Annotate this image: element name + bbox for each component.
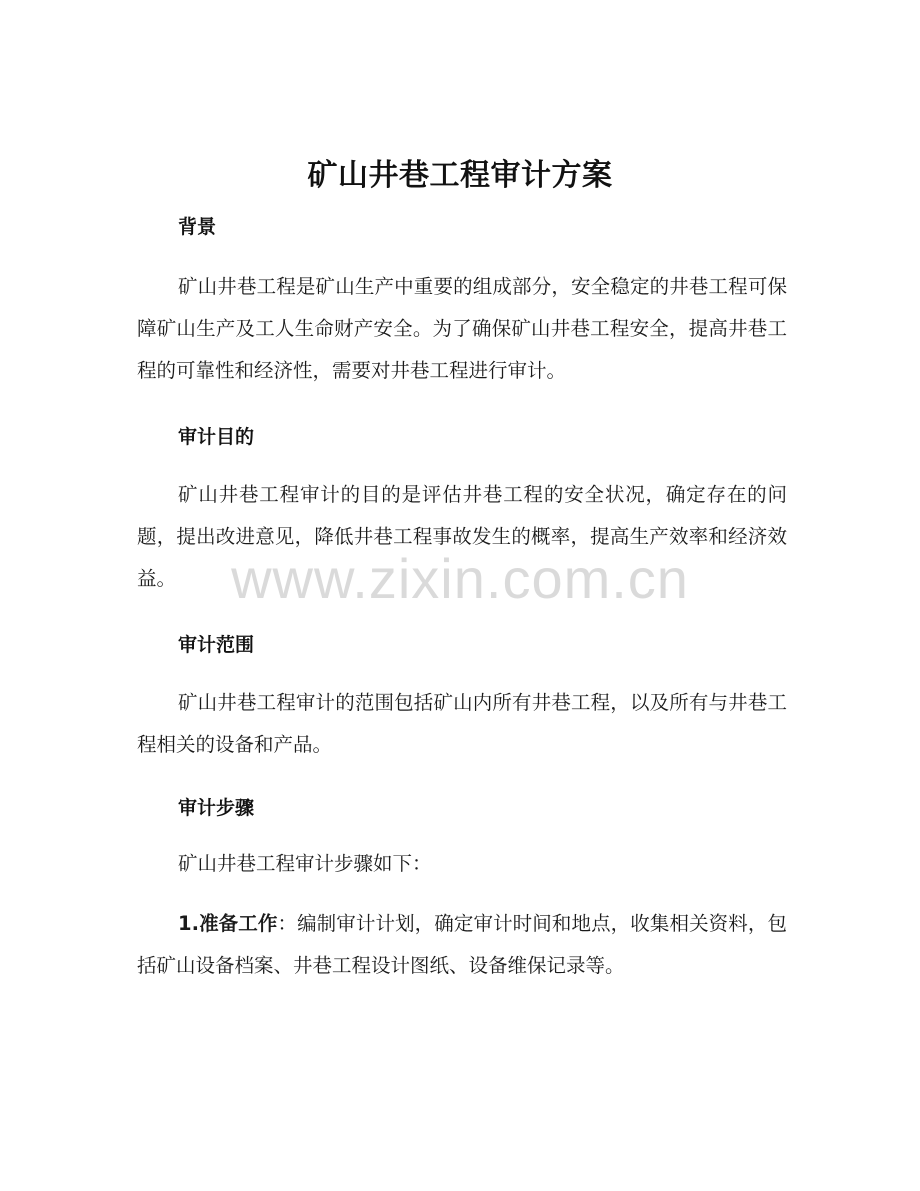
section-paragraph-scope: 矿山井巷工程审计的范围包括矿山内所有井巷工程，以及所有与井巷工程相关的设备和产品。	[137, 691, 787, 756]
section-paragraph-background: 矿山井巷工程是矿山生产中重要的组成部分，安全稳定的井巷工程可保障矿山生产及工人生命财产安全。为了确保矿山井巷工程安全，提高井巷工程的可靠性和经济性，需要对井巷工程进行审计。	[137, 275, 787, 382]
step-text: ：编制审计计划，确定审计时间和地点，收集相关资料，包括矿山设备档案、井巷工程设计图纸、设备维保记录等。	[137, 912, 787, 977]
step-lead-label: 1.准备工作	[178, 912, 278, 935]
watermark-text: www.zixin.com.cn	[231, 547, 689, 610]
step-item-preparation	[137, 903, 787, 987]
document-title: 矿山井巷工程审计方案	[307, 158, 613, 193]
section-heading-steps: 审计步骤	[178, 797, 255, 819]
section-heading-purpose: 审计目的	[178, 426, 255, 448]
section-heading-background: 背景	[178, 216, 217, 238]
section-paragraph-purpose: 矿山井巷工程审计的目的是评估井巷工程的安全状况，确定存在的问题，提出改进意见，降低井巷工程事故发生的概率，提高生产效率和经济效益。	[137, 483, 787, 590]
section-paragraph-steps: 矿山井巷工程审计步骤如下：	[178, 852, 432, 875]
section-heading-scope: 审计范围	[178, 634, 255, 656]
